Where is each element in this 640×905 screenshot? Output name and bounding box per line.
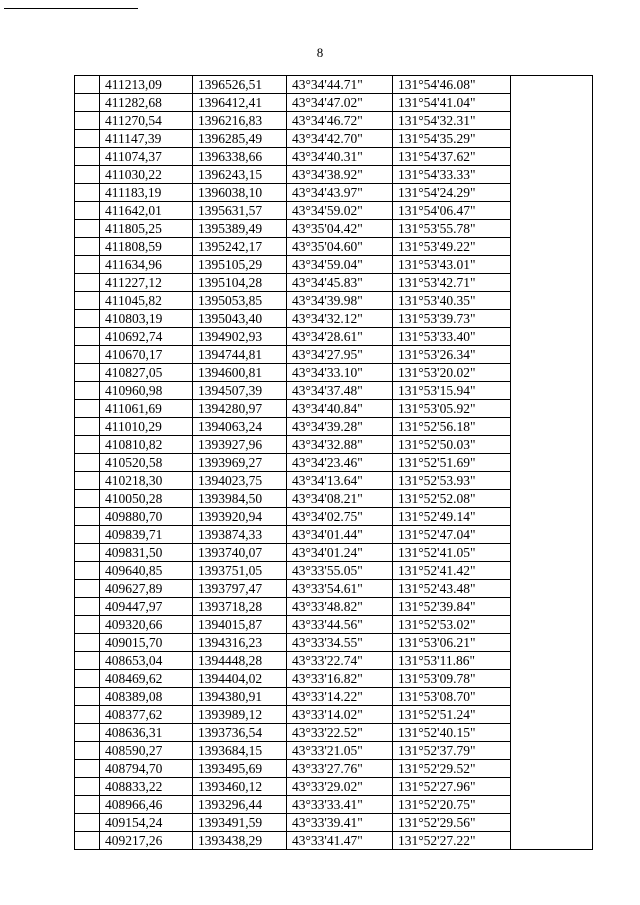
cell-y: 1395242,17	[193, 238, 287, 256]
cell-x: 410670,17	[100, 346, 193, 364]
cell-lon: 131°52'27.22"	[393, 832, 511, 850]
blank-cell	[75, 310, 100, 328]
cell-x: 409320,66	[100, 616, 193, 634]
cell-x: 409627,89	[100, 580, 193, 598]
blank-cell	[75, 94, 100, 112]
blank-cell	[75, 400, 100, 418]
cell-x: 409217,26	[100, 832, 193, 850]
cell-x: 411183,19	[100, 184, 193, 202]
cell-y: 1394280,97	[193, 400, 287, 418]
cell-lon: 131°54'37.62"	[393, 148, 511, 166]
cell-y: 1393751,05	[193, 562, 287, 580]
cell-lat: 43°34'37.48"	[287, 382, 393, 400]
cell-y: 1394063,24	[193, 418, 287, 436]
blank-cell	[75, 202, 100, 220]
cell-lon: 131°52'27.96"	[393, 778, 511, 796]
cell-lon: 131°52'37.79"	[393, 742, 511, 760]
cell-x: 410803,19	[100, 310, 193, 328]
cell-lon: 131°53'15.94"	[393, 382, 511, 400]
cell-lon: 131°52'40.15"	[393, 724, 511, 742]
cell-x: 408833,22	[100, 778, 193, 796]
cell-y: 1393495,69	[193, 760, 287, 778]
blank-cell	[75, 238, 100, 256]
cell-lat: 43°34'32.88"	[287, 436, 393, 454]
cell-y: 1394448,28	[193, 652, 287, 670]
blank-cell	[75, 472, 100, 490]
cell-lat: 43°34'01.44"	[287, 526, 393, 544]
cell-x: 410960,98	[100, 382, 193, 400]
cell-lat: 43°33'16.82"	[287, 670, 393, 688]
blank-cell	[75, 130, 100, 148]
blank-cell	[75, 436, 100, 454]
cell-y: 1396216,83	[193, 112, 287, 130]
cell-lat: 43°34'46.72"	[287, 112, 393, 130]
blank-cell	[75, 832, 100, 850]
blank-cell	[75, 706, 100, 724]
cell-lon: 131°52'52.08"	[393, 490, 511, 508]
cell-y: 1395105,29	[193, 256, 287, 274]
cell-y: 1394600,81	[193, 364, 287, 382]
cell-y: 1393460,12	[193, 778, 287, 796]
cell-lon: 131°52'51.24"	[393, 706, 511, 724]
cell-x: 410692,74	[100, 328, 193, 346]
cell-x: 408966,46	[100, 796, 193, 814]
cell-x: 411282,68	[100, 94, 193, 112]
cell-lon: 131°53'39.73"	[393, 310, 511, 328]
blank-cell	[75, 274, 100, 292]
cell-lat: 43°33'27.76"	[287, 760, 393, 778]
cell-x: 408377,62	[100, 706, 193, 724]
cell-lat: 43°34'39.98"	[287, 292, 393, 310]
blank-cell	[75, 418, 100, 436]
blank-cell	[75, 796, 100, 814]
cell-lon: 131°52'41.42"	[393, 562, 511, 580]
blank-cell	[75, 292, 100, 310]
cell-lon: 131°52'53.93"	[393, 472, 511, 490]
cell-lon: 131°52'51.69"	[393, 454, 511, 472]
cell-lat: 43°34'59.04"	[287, 256, 393, 274]
cell-lat: 43°33'14.02"	[287, 706, 393, 724]
cell-lat: 43°34'33.10"	[287, 364, 393, 382]
cell-y: 1393927,96	[193, 436, 287, 454]
cell-y: 1396285,49	[193, 130, 287, 148]
cell-x: 409447,97	[100, 598, 193, 616]
cell-x: 408590,27	[100, 742, 193, 760]
cell-lon: 131°53'43.01"	[393, 256, 511, 274]
cell-x: 410218,30	[100, 472, 193, 490]
blank-cell	[75, 616, 100, 634]
blank-cell	[75, 328, 100, 346]
cell-x: 411805,25	[100, 220, 193, 238]
blank-cell	[75, 814, 100, 832]
header-rule	[4, 8, 138, 9]
blank-cell	[75, 256, 100, 274]
cell-y: 1395389,49	[193, 220, 287, 238]
cell-lon: 131°52'43.48"	[393, 580, 511, 598]
cell-y: 1393797,47	[193, 580, 287, 598]
notes-column	[511, 76, 593, 850]
blank-cell	[75, 112, 100, 130]
cell-y: 1393969,27	[193, 454, 287, 472]
cell-lat: 43°35'04.42"	[287, 220, 393, 238]
blank-cell	[75, 742, 100, 760]
cell-lon: 131°53'20.02"	[393, 364, 511, 382]
cell-x: 410520,58	[100, 454, 193, 472]
cell-lat: 43°34'02.75"	[287, 508, 393, 526]
blank-cell	[75, 580, 100, 598]
cell-lat: 43°34'38.92"	[287, 166, 393, 184]
cell-y: 1393984,50	[193, 490, 287, 508]
cell-lon: 131°53'09.78"	[393, 670, 511, 688]
cell-y: 1393740,07	[193, 544, 287, 562]
cell-lat: 43°34'43.97"	[287, 184, 393, 202]
cell-x: 411227,12	[100, 274, 193, 292]
cell-x: 411642,01	[100, 202, 193, 220]
cell-lat: 43°34'23.46"	[287, 454, 393, 472]
cell-x: 411030,22	[100, 166, 193, 184]
cell-lat: 43°34'59.02"	[287, 202, 393, 220]
cell-lat: 43°34'01.24"	[287, 544, 393, 562]
cell-lat: 43°35'04.60"	[287, 238, 393, 256]
blank-cell	[75, 634, 100, 652]
cell-lat: 43°34'13.64"	[287, 472, 393, 490]
cell-lon: 131°53'42.71"	[393, 274, 511, 292]
cell-lat: 43°33'21.05"	[287, 742, 393, 760]
cell-y: 1396412,41	[193, 94, 287, 112]
cell-y: 1394507,39	[193, 382, 287, 400]
cell-y: 1393684,15	[193, 742, 287, 760]
blank-cell	[75, 508, 100, 526]
cell-x: 409880,70	[100, 508, 193, 526]
cell-x: 409640,85	[100, 562, 193, 580]
cell-lat: 43°33'54.61"	[287, 580, 393, 598]
cell-lat: 43°33'48.82"	[287, 598, 393, 616]
cell-lon: 131°53'06.21"	[393, 634, 511, 652]
cell-lat: 43°34'44.71"	[287, 76, 393, 94]
cell-x: 411213,09	[100, 76, 193, 94]
cell-y: 1394023,75	[193, 472, 287, 490]
blank-cell	[75, 454, 100, 472]
cell-lon: 131°54'06.47"	[393, 202, 511, 220]
cell-lon: 131°52'50.03"	[393, 436, 511, 454]
cell-x: 411808,59	[100, 238, 193, 256]
cell-y: 1396243,15	[193, 166, 287, 184]
blank-cell	[75, 688, 100, 706]
blank-cell	[75, 166, 100, 184]
cell-lat: 43°34'27.95"	[287, 346, 393, 364]
cell-lon: 131°52'56.18"	[393, 418, 511, 436]
cell-x: 409015,70	[100, 634, 193, 652]
cell-x: 411074,37	[100, 148, 193, 166]
blank-cell	[75, 490, 100, 508]
cell-y: 1393989,12	[193, 706, 287, 724]
cell-y: 1393736,54	[193, 724, 287, 742]
cell-x: 408389,08	[100, 688, 193, 706]
cell-lat: 43°33'55.05"	[287, 562, 393, 580]
blank-cell	[75, 76, 100, 94]
blank-cell	[75, 652, 100, 670]
blank-cell	[75, 526, 100, 544]
table-row	[75, 76, 593, 94]
cell-x: 411045,82	[100, 292, 193, 310]
cell-y: 1393874,33	[193, 526, 287, 544]
cell-lon: 131°53'08.70"	[393, 688, 511, 706]
cell-y: 1394902,93	[193, 328, 287, 346]
cell-lon: 131°52'39.84"	[393, 598, 511, 616]
cell-lon: 131°54'46.08"	[393, 76, 511, 94]
blank-cell	[75, 382, 100, 400]
cell-lat: 43°34'28.61"	[287, 328, 393, 346]
cell-x: 408636,31	[100, 724, 193, 742]
cell-lon: 131°54'35.29"	[393, 130, 511, 148]
cell-lon: 131°52'53.02"	[393, 616, 511, 634]
cell-lon: 131°53'05.92"	[393, 400, 511, 418]
cell-y: 1393718,28	[193, 598, 287, 616]
cell-y: 1394404,02	[193, 670, 287, 688]
cell-y: 1393920,94	[193, 508, 287, 526]
blank-cell	[75, 544, 100, 562]
cell-x: 408469,62	[100, 670, 193, 688]
cell-lat: 43°34'32.12"	[287, 310, 393, 328]
cell-x: 410810,82	[100, 436, 193, 454]
cell-lon: 131°52'47.04"	[393, 526, 511, 544]
blank-cell	[75, 220, 100, 238]
cell-y: 1394744,81	[193, 346, 287, 364]
cell-x: 409831,50	[100, 544, 193, 562]
cell-lon: 131°53'33.40"	[393, 328, 511, 346]
blank-cell	[75, 598, 100, 616]
cell-x: 411270,54	[100, 112, 193, 130]
cell-lat: 43°33'39.41"	[287, 814, 393, 832]
cell-lon: 131°54'33.33"	[393, 166, 511, 184]
cell-y: 1396038,10	[193, 184, 287, 202]
cell-x: 409839,71	[100, 526, 193, 544]
cell-lon: 131°54'24.29"	[393, 184, 511, 202]
cell-lat: 43°34'47.02"	[287, 94, 393, 112]
cell-lon: 131°52'29.52"	[393, 760, 511, 778]
cell-lon: 131°53'26.34"	[393, 346, 511, 364]
blank-cell	[75, 670, 100, 688]
blank-cell	[75, 148, 100, 166]
blank-cell	[75, 724, 100, 742]
cell-lat: 43°34'08.21"	[287, 490, 393, 508]
cell-y: 1395053,85	[193, 292, 287, 310]
cell-y: 1395631,57	[193, 202, 287, 220]
cell-lon: 131°54'32.31"	[393, 112, 511, 130]
cell-x: 410827,05	[100, 364, 193, 382]
cell-x: 411061,69	[100, 400, 193, 418]
cell-y: 1395104,28	[193, 274, 287, 292]
cell-x: 411147,39	[100, 130, 193, 148]
blank-cell	[75, 778, 100, 796]
cell-y: 1393296,44	[193, 796, 287, 814]
cell-lon: 131°53'49.22"	[393, 238, 511, 256]
page-number: 8	[316, 45, 324, 60]
cell-y: 1394380,91	[193, 688, 287, 706]
cell-y: 1394015,87	[193, 616, 287, 634]
cell-lat: 43°34'42.70"	[287, 130, 393, 148]
cell-lat: 43°33'14.22"	[287, 688, 393, 706]
cell-lat: 43°34'39.28"	[287, 418, 393, 436]
cell-x: 411010,29	[100, 418, 193, 436]
cell-lon: 131°52'20.75"	[393, 796, 511, 814]
cell-lat: 43°33'33.41"	[287, 796, 393, 814]
cell-x: 411634,96	[100, 256, 193, 274]
cell-y: 1393438,29	[193, 832, 287, 850]
coordinates-table-body	[75, 76, 593, 850]
blank-cell	[75, 364, 100, 382]
cell-lon: 131°53'11.86"	[393, 652, 511, 670]
cell-lat: 43°33'41.47"	[287, 832, 393, 850]
cell-y: 1396338,66	[193, 148, 287, 166]
blank-cell	[75, 562, 100, 580]
cell-x: 410050,28	[100, 490, 193, 508]
blank-cell	[75, 184, 100, 202]
cell-lat: 43°33'44.56"	[287, 616, 393, 634]
cell-y: 1394316,23	[193, 634, 287, 652]
cell-lon: 131°54'41.04"	[393, 94, 511, 112]
coordinates-table	[74, 75, 593, 850]
cell-lon: 131°52'41.05"	[393, 544, 511, 562]
cell-lat: 43°33'29.02"	[287, 778, 393, 796]
blank-cell	[75, 346, 100, 364]
cell-lat: 43°34'45.83"	[287, 274, 393, 292]
cell-lat: 43°33'22.52"	[287, 724, 393, 742]
cell-lon: 131°53'55.78"	[393, 220, 511, 238]
cell-x: 408794,70	[100, 760, 193, 778]
cell-lat: 43°34'40.84"	[287, 400, 393, 418]
cell-lon: 131°52'49.14"	[393, 508, 511, 526]
cell-lat: 43°34'40.31"	[287, 148, 393, 166]
cell-y: 1393491,59	[193, 814, 287, 832]
cell-lon: 131°53'40.35"	[393, 292, 511, 310]
cell-y: 1396526,51	[193, 76, 287, 94]
cell-lon: 131°52'29.56"	[393, 814, 511, 832]
cell-y: 1395043,40	[193, 310, 287, 328]
cell-lat: 43°33'22.74"	[287, 652, 393, 670]
blank-cell	[75, 760, 100, 778]
cell-lat: 43°33'34.55"	[287, 634, 393, 652]
cell-x: 408653,04	[100, 652, 193, 670]
cell-x: 409154,24	[100, 814, 193, 832]
